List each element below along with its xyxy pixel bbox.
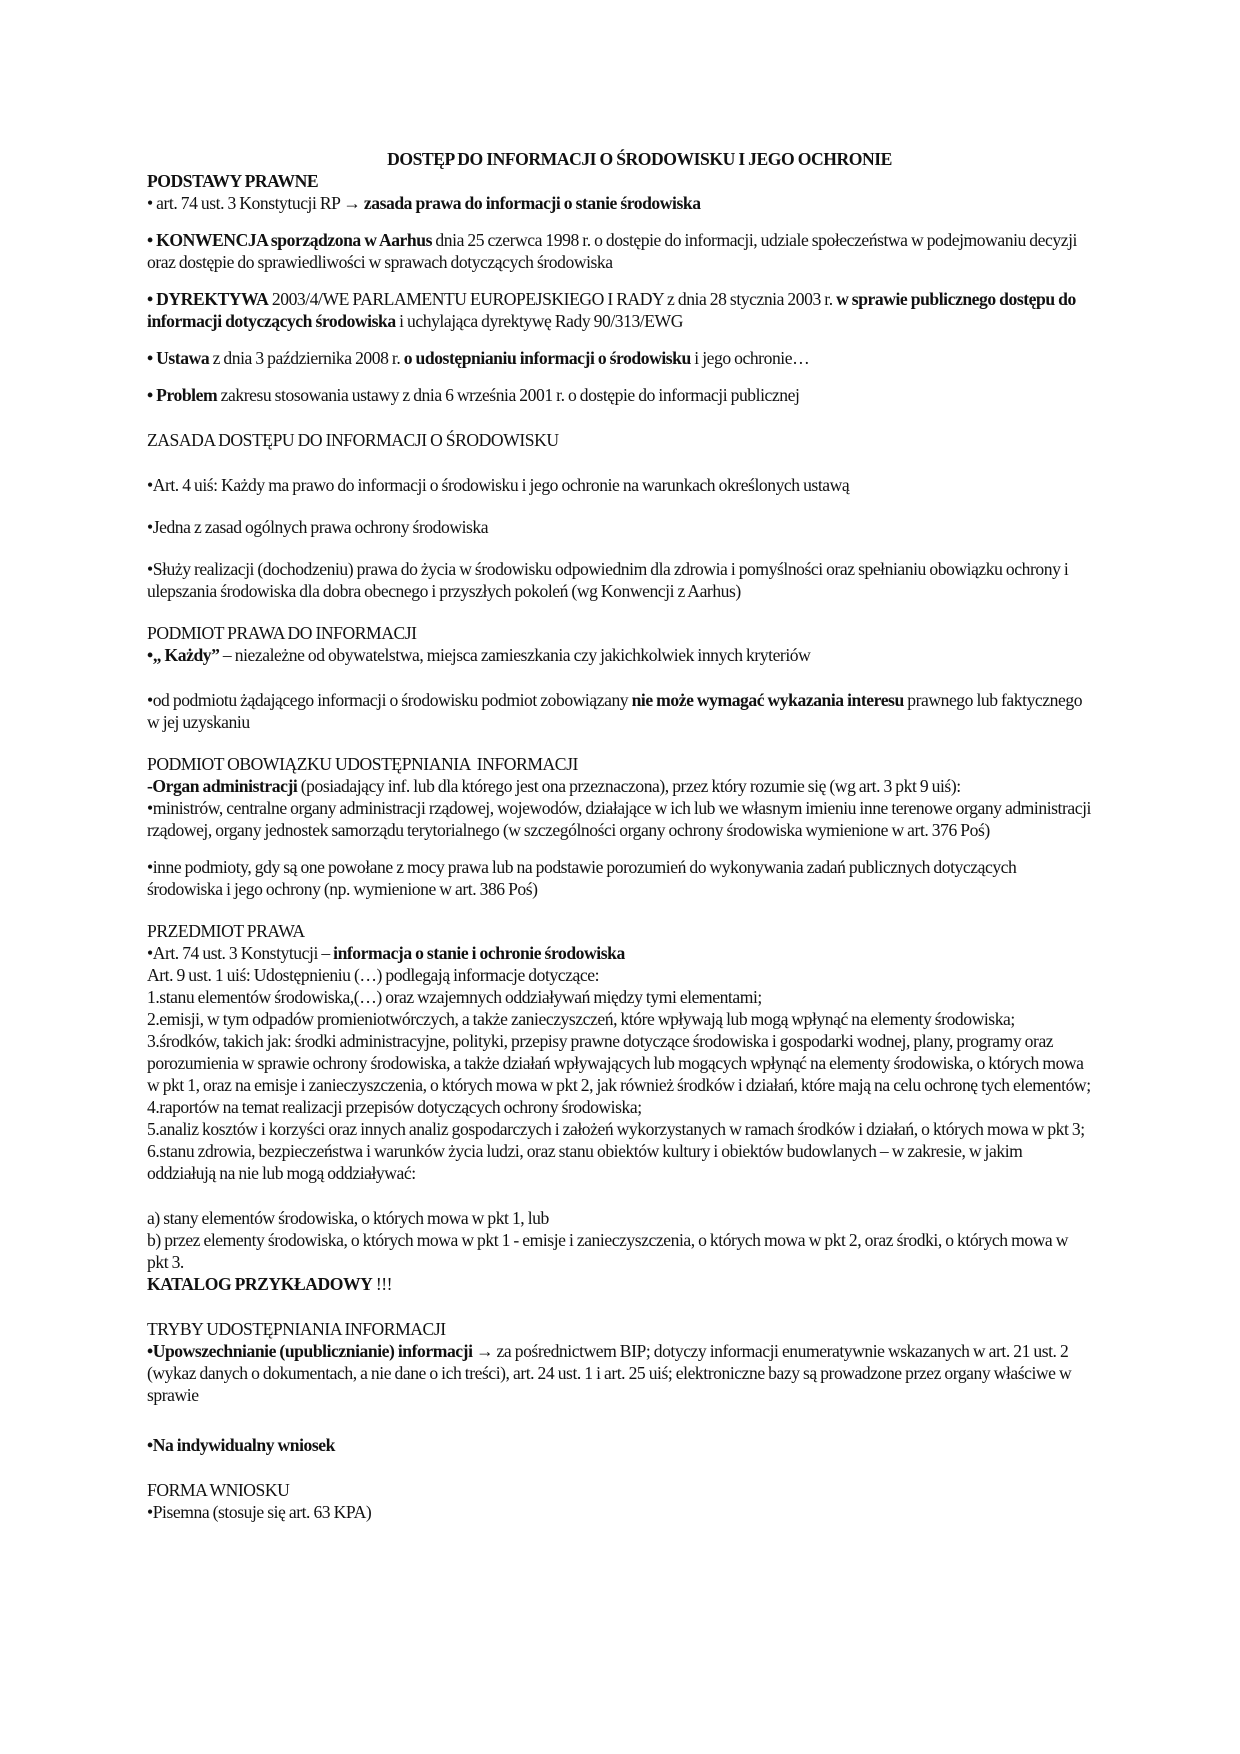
przedmiot-katalog — [147, 1273, 1092, 1295]
podmiot-prawa-item-2 — [147, 689, 1092, 733]
text-normal: •Art. 74 ust. 3 Konstytucji – — [147, 943, 334, 963]
text-bold: •Na indywidualny wniosek — [147, 1435, 335, 1455]
text-normal: i jego ochronie… — [690, 348, 810, 368]
podstawy-item-4 — [147, 347, 1092, 369]
przedmiot-point-2: 2.emisji, w tym odpadów promieniotwórczych, a także zanieczyszczeń, które wpływają lub mogą wpłynąć na elementy środowiska; — [147, 1009, 1015, 1029]
text-normal: i uchylająca dyrektywę Rady 90/313/EWG — [395, 311, 683, 331]
przedmiot-point-3: 3.środków, takich jak: środki administracyjne, polityki, przepisy prawne dotyczące środowiska i gospodarki wodnej, plany, programy oraz porozumienia w sprawie ochrony środowiska, a także działań wpływających lub mogących wpłynąć na elementy środowiska, o których mowa w pkt 1, oraz na emisje i zanieczyszczenia, o których mowa w pkt 2, jak również środków i działań, które mają na celu ochronę tych elementów; — [147, 1031, 1091, 1095]
text-bold: •„ Każdy” — [147, 645, 220, 665]
text-bold: • DYREKTYWA — [147, 289, 269, 309]
text-normal: prawnego lub faktycznego w jej uzyskaniu — [147, 690, 1083, 732]
podmiot-prawa-item-1 — [147, 644, 1092, 666]
text-normal: •od podmiotu żądającego informacji o środowisku podmiot zobowiązany — [147, 690, 632, 710]
section-heading-zasada: ZASADA DOSTĘPU DO INFORMACJI O ŚRODOWISKU — [147, 430, 559, 450]
text-normal: (posiadający inf. lub dla którego jest ona przeznaczona), przez który rozumie się (wg art. 3 pkt 9 uiś): — [297, 776, 961, 796]
document-content — [147, 148, 1092, 1523]
text-normal: – niezależne od obywatelstwa, miejsca zamieszkania czy jakichkolwiek innych kryteriów — [219, 645, 811, 665]
text-bold: informacja o stanie i ochronie środowiska — [333, 943, 625, 963]
przedmiot-sub-b: b) przez elementy środowiska, o których mowa w pkt 1 - emisje i zanieczyszczenia, o których mowa w pkt 2, oraz środki, o których mowa w pkt 3. — [147, 1230, 1068, 1272]
zasada-item-2: •Jedna z zasad ogólnych prawa ochrony środowiska — [147, 517, 489, 537]
section-heading-podmiot-prawa: PODMIOT PRAWA DO INFORMACJI — [147, 623, 417, 643]
text-normal: • art. 74 ust. 3 Konstytucji RP → — [147, 193, 364, 213]
podstawy-item-1 — [147, 192, 1092, 214]
zasada-item-1: •Art. 4 uiś: Każdy ma prawo do informacji o środowisku i jego ochronie na warunkach określonych ustawą — [147, 475, 850, 495]
text-normal: zakresu stosowania ustawy z dnia 6 września 2001 r. o dostępie do informacji publicznej — [217, 385, 800, 405]
text-normal: dnia 25 czerwca 1998 r. o dostępie do informacji, udziale społeczeństwa w podejmowaniu decyzji oraz dostępie do sprawiedliwości w sprawach dotyczących środowiska — [147, 230, 1077, 272]
text-normal: z dnia 3 października 2008 r. — [209, 348, 404, 368]
text-bold: • Problem — [147, 385, 218, 405]
section-heading-podstawy: PODSTAWY PRAWNE — [147, 171, 319, 191]
text-bold: zasada prawa do informacji o stanie środowiska — [363, 193, 701, 213]
podmiot-obowiazku-item-2: •ministrów, centralne organy administracji rządowej, wojewodów, działające w ich lub we własnym imieniu inne terenowe organy administracji rządowej, organy jednostek samorządu terytorialnego (w szczególności organy ochrony środowiska wymienione w art. 376 Poś) — [147, 798, 1091, 840]
text-bold: nie może wymagać wykazania interesu — [631, 690, 904, 710]
tryby-item-2 — [147, 1434, 1092, 1456]
przedmiot-point-4: 4.raportów na temat realizacji przepisów dotyczących ochrony środowiska; — [147, 1097, 642, 1117]
text-bold: w sprawie publicznego dostępu do informacji dotyczących środowiska — [147, 289, 1076, 331]
podmiot-obowiazku-item-1 — [147, 775, 1092, 797]
podmiot-obowiazku-item-3: •inne podmioty, gdy są one powołane z mocy prawa lub na podstawie porozumień do wykonywania zadań publicznych dotyczących środowiska i jego ochrony (np. wymienione w art. 386 Poś) — [147, 857, 1017, 899]
przedmiot-intro: Art. 9 ust. 1 uiś: Udostępnieniu (…) podlegają informacje dotyczące: — [147, 965, 600, 985]
section-heading-podmiot-obowiazku: PODMIOT OBOWIĄZKU UDOSTĘPNIANIA INFORMACJI — [147, 754, 578, 774]
text-normal: → za pośrednictwem BIP; dotyczy informacji enumeratywnie wskazanych w art. 21 ust. 2 (wykaz danych o dokumentach, a nie dane o ich treści), art. 24 ust. 1 i art. 25 uiś; elektroniczne bazy są prowadzone przez organy właściwe w sprawie — [147, 1341, 1072, 1405]
text-bold: •Upowszechnianie (upublicznianie) informacji — [147, 1341, 473, 1361]
podstawy-item-2 — [147, 229, 1092, 273]
tryby-item-1 — [147, 1340, 1092, 1406]
przedmiot-item-1 — [147, 942, 1092, 964]
text-bold: -Organ administracji — [147, 776, 298, 796]
text-bold: • KONWENCJA sporządzona w Aarhus — [147, 230, 432, 250]
przedmiot-point-5: 5.analiz kosztów i korzyści oraz innych analiz gospodarczych i założeń wykorzystanych w ramach środków i działań, o których mowa w pkt 3; — [147, 1119, 1085, 1139]
zasada-item-3: •Służy realizacji (dochodzeniu) prawa do życia w środowisku odpowiednim dla zdrowia i pomyślności oraz spełnianiu obowiązku ochrony i ulepszania środowiska dla dobra obecnego i przyszłych pokoleń (wg Konwencji z Aarhus) — [147, 559, 1069, 601]
text-bold: KATALOG PRZYKŁADOWY — [147, 1274, 373, 1294]
text-bold: o udostępnianiu informacji o środowisku — [403, 348, 691, 368]
forma-item-1: •Pisemna (stosuje się art. 63 KPA) — [147, 1502, 372, 1522]
text-normal: !!! — [372, 1274, 393, 1294]
przedmiot-point-1: 1.stanu elementów środowiska,(…) oraz wzajemnych oddziaływań między tymi elementami; — [147, 987, 762, 1007]
document-title: DOSTĘP DO INFORMACJI O ŚRODOWISKU I JEGO OCHRONIE — [387, 149, 892, 169]
przedmiot-point-6: 6.stanu zdrowia, bezpieczeństwa i warunków życia ludzi, oraz stanu obiektów kultury i obiektów budowlanych – w zakresie, w jakim oddziałują na nie lub mogą oddziaływać: — [147, 1141, 1023, 1183]
section-heading-tryby: TRYBY UDOSTĘPNIANIA INFORMACJI — [147, 1319, 446, 1339]
przedmiot-sub-a: a) stany elementów środowiska, o których mowa w pkt 1, lub — [147, 1208, 549, 1228]
podstawy-item-5 — [147, 384, 1092, 406]
text-bold: • Ustawa — [147, 348, 210, 368]
podstawy-item-3 — [147, 288, 1092, 332]
section-heading-przedmiot: PRZEDMIOT PRAWA — [147, 921, 305, 941]
section-heading-forma: FORMA WNIOSKU — [147, 1480, 290, 1500]
text-normal: 2003/4/WE PARLAMENTU EUROPEJSKIEGO I RADY z dnia 28 stycznia 2003 r. — [268, 289, 837, 309]
